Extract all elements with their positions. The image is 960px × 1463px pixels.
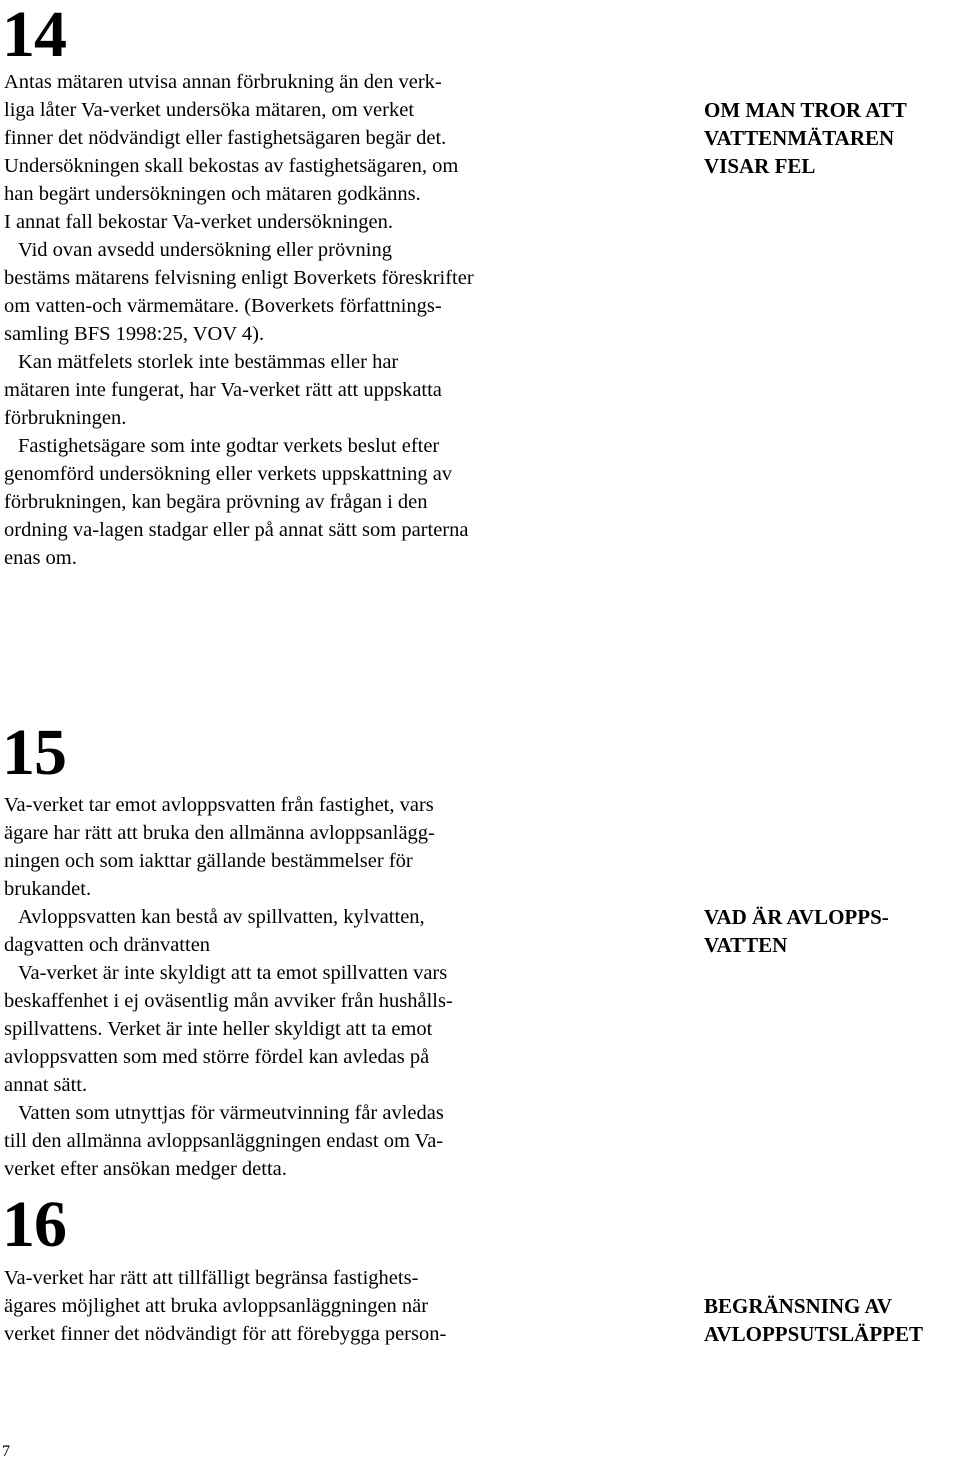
text-line: brukandet. [4,878,92,900]
paragraph [4,348,564,432]
text-line: liga låter Va-verket undersöka mätaren, om verket [4,99,415,121]
text-line: enas om. [4,547,77,569]
text-line: dagvatten och dränvatten [4,934,211,956]
text-line: förbrukningen. [4,407,127,429]
text-line: till den allmänna avloppsanläggningen endast om Va- [4,1130,444,1152]
text-line: genomförd undersökning eller verkets uppskattning av [4,463,453,485]
text-line: Avloppsvatten kan bestå av spillvatten, kylvatten, [18,906,425,928]
paragraph [4,432,564,572]
text-line: annat sätt. [4,1074,88,1096]
sidebar-line: VISAR FEL [704,154,816,178]
paragraph [4,1264,564,1348]
sidebar-heading-discharge-limit [704,1292,923,1348]
text-line: I annat fall bekostar Va-verket undersökningen. [4,211,393,233]
text-line: samling BFS 1998:25, VOV 4). [4,323,265,345]
text-line: bestäms mätarens felvisning enligt Boverkets föreskrifter [4,267,474,289]
section-14-body [4,68,564,572]
sidebar-line: VATTENMÄTAREN [704,126,895,150]
text-line: beskaffenhet i ej oväsentlig mån avviker från hushålls- [4,990,453,1012]
sidebar-line: VAD ÄR AVLOPPS- [704,905,889,929]
section-16-body [4,1264,564,1348]
text-line: finner det nödvändigt eller fastighetsägaren begär det. [4,127,447,149]
text-line: Va-verket har rätt att tillfälligt begränsa fastighets- [4,1267,419,1289]
sidebar-heading-wastewater [704,903,889,959]
text-line: ordning va-lagen stadgar eller på annat sätt som parterna [4,519,469,541]
text-line: verket efter ansökan medger detta. [4,1158,287,1180]
text-line: ägare har rätt att bruka den allmänna avloppsanlägg- [4,822,435,844]
text-line: Va-verket tar emot avloppsvatten från fastighet, vars [4,794,434,816]
sidebar-line: BEGRÄNSNING AV [704,1294,893,1318]
text-line: mätaren inte fungerat, har Va-verket rätt att uppskatta [4,379,442,401]
paragraph [4,236,564,348]
paragraph [4,1099,564,1183]
page-number: 7 [2,1443,10,1460]
text-line: Vatten som utnyttjas för värmeutvinning får avledas [18,1102,444,1124]
text-line: ningen och som iakttar gällande bestämmelser för [4,850,413,872]
paragraph [4,791,564,903]
text-line: ägares möjlighet att bruka avloppsanläggningen när [4,1295,429,1317]
section-number-16: 16 [2,1188,66,1261]
text-line: Undersökningen skall bekostas av fastighetsägaren, om [4,155,459,177]
text-line: Vid ovan avsedd undersökning eller prövning [18,239,392,261]
paragraph [4,68,564,236]
sidebar-line: AVLOPPSUTSLÄPPET [704,1322,923,1346]
paragraph [4,903,564,959]
text-line: han begärt undersökningen och mätaren godkänns. [4,183,421,205]
text-line: verket finner det nödvändigt för att förebygga person- [4,1323,447,1345]
sidebar-line: OM MAN TROR ATT [704,98,907,122]
text-line: Fastighetsägare som inte godtar verkets beslut efter [18,435,440,457]
text-line: avloppsvatten som med större fördel kan avledas på [4,1046,430,1068]
section-number-15: 15 [2,716,66,789]
text-line: förbrukningen, kan begära prövning av frågan i den [4,491,428,513]
sidebar-heading-meter-error [704,96,907,180]
text-line: Kan mätfelets storlek inte bestämmas eller har [18,351,399,373]
text-line: Antas mätaren utvisa annan förbrukning än den verk- [4,71,442,93]
text-line: spillvattens. Verket är inte heller skyldigt att ta emot [4,1018,433,1040]
section-15-body [4,791,564,1183]
paragraph [4,959,564,1099]
sidebar-line: VATTEN [704,933,788,957]
text-line: om vatten-och värmemätare. (Boverkets författnings- [4,295,442,317]
text-line: Va-verket är inte skyldigt att ta emot spillvatten vars [18,962,448,984]
section-number-14: 14 [2,0,66,71]
